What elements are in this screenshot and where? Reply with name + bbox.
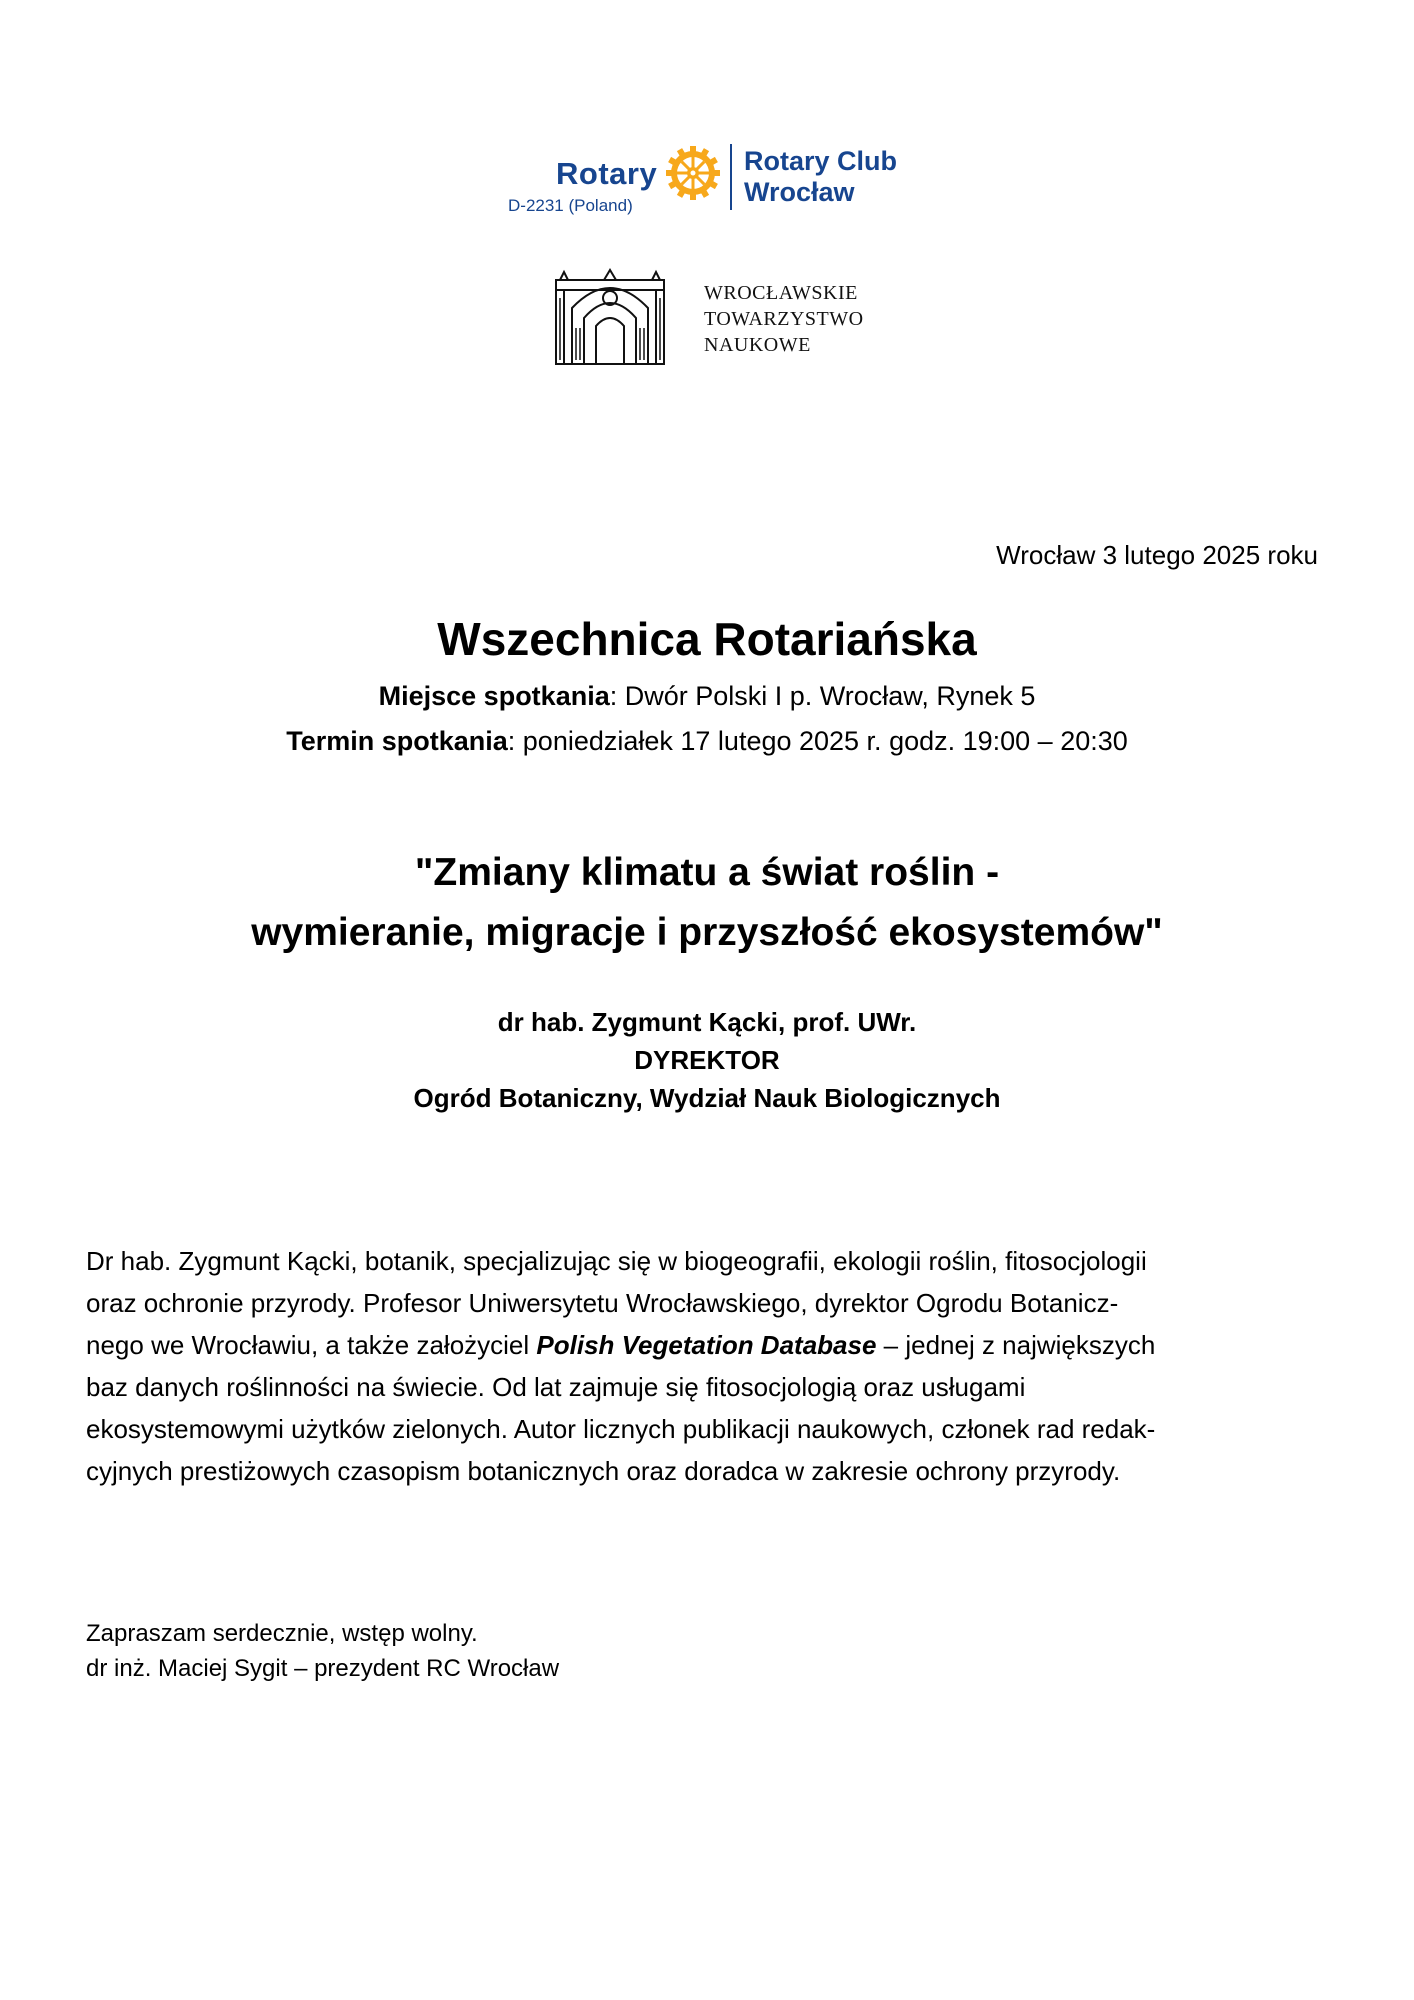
bio-line: cyjnych prestiżowych czasopism botanicznych oraz doradca w zakresie ochrony przyrody.: [86, 1456, 1121, 1486]
meeting-place-label: Miejsce spotkania: [378, 681, 610, 711]
meeting-place: [0, 681, 1414, 712]
bio-line: oraz ochronie przyrody. Profesor Uniwersytetu Wrocławskiego, dyrektor Ogrodu Botanicz-: [86, 1288, 1119, 1318]
document-date: Wrocław 3 lutego 2025 roku: [996, 540, 1318, 570]
meeting-time: [0, 726, 1414, 757]
wtn-line2: TOWARZYSTWO: [704, 308, 864, 330]
meeting-time-label: Termin spotkania: [286, 726, 508, 756]
rotary-logo: [500, 136, 920, 222]
lecture-title-line1: "Zmiany klimatu a świat roślin -: [414, 851, 1000, 894]
speaker-role: DYREKTOR: [634, 1045, 780, 1075]
wtn-line1: WROCŁAWSKIE: [704, 282, 858, 304]
closing-invite: Zapraszam serdecznie, wstęp wolny.: [86, 1620, 478, 1647]
meeting-place-value: : Dwór Polski I p. Wrocław, Rynek 5: [609, 681, 1036, 711]
closing-signature: dr inż. Maciej Sygit – prezydent RC Wrocław: [86, 1655, 560, 1682]
wtn-name: [704, 280, 864, 358]
wtn-building-icon: [552, 268, 668, 368]
rotary-wordmark: Rotary: [556, 156, 658, 191]
wtn-line3: NAUKOWE: [704, 334, 811, 356]
rotary-club-line2: Wrocław: [744, 177, 855, 207]
rotary-district: D-2231 (Poland): [508, 196, 633, 215]
speaker-bio: [86, 1240, 1348, 1492]
meeting-time-value: : poniedziałek 17 lutego 2025 r. godz. 19:00 – 20:30: [507, 726, 1128, 756]
rotary-club-line1: Rotary Club: [744, 146, 898, 176]
rotary-club-name: [744, 146, 897, 208]
bio-line: ekosystemowymi użytków zielonych. Autor licznych publikacji naukowych, członek rad redak-: [86, 1414, 1156, 1444]
bio-emphasis: Polish Vegetation Database: [536, 1330, 877, 1360]
bio-line: Dr hab. Zygmunt Kącki, botanik, specjalizując się w biogeografii, ekologii roślin, fitosocjologii: [86, 1246, 1147, 1276]
wtn-logo: [552, 268, 882, 372]
lecture-title-line2: wymieranie, migracje i przyszłość ekosystemów": [251, 911, 1163, 954]
speaker-name: dr hab. Zygmunt Kącki, prof. UWr.: [497, 1007, 917, 1037]
bio-text: nego we Wrocławiu, a także założyciel: [86, 1330, 537, 1360]
speaker-block: [0, 1003, 1414, 1117]
page-title: Wszechnica Rotariańska: [437, 613, 977, 665]
speaker-affiliation: Ogród Botaniczny, Wydział Nauk Biologicznych: [413, 1083, 1001, 1113]
bio-line: [86, 1324, 1348, 1366]
rotary-wheel-icon: [664, 144, 722, 202]
lecture-title: [0, 843, 1414, 963]
bio-text: – jednej z największych: [876, 1330, 1156, 1360]
bio-line: baz danych roślinności na świecie. Od lat zajmuje się fitosocjologią oraz usługami: [86, 1372, 1026, 1402]
closing-block: [86, 1616, 559, 1686]
rotary-divider: [730, 144, 732, 210]
